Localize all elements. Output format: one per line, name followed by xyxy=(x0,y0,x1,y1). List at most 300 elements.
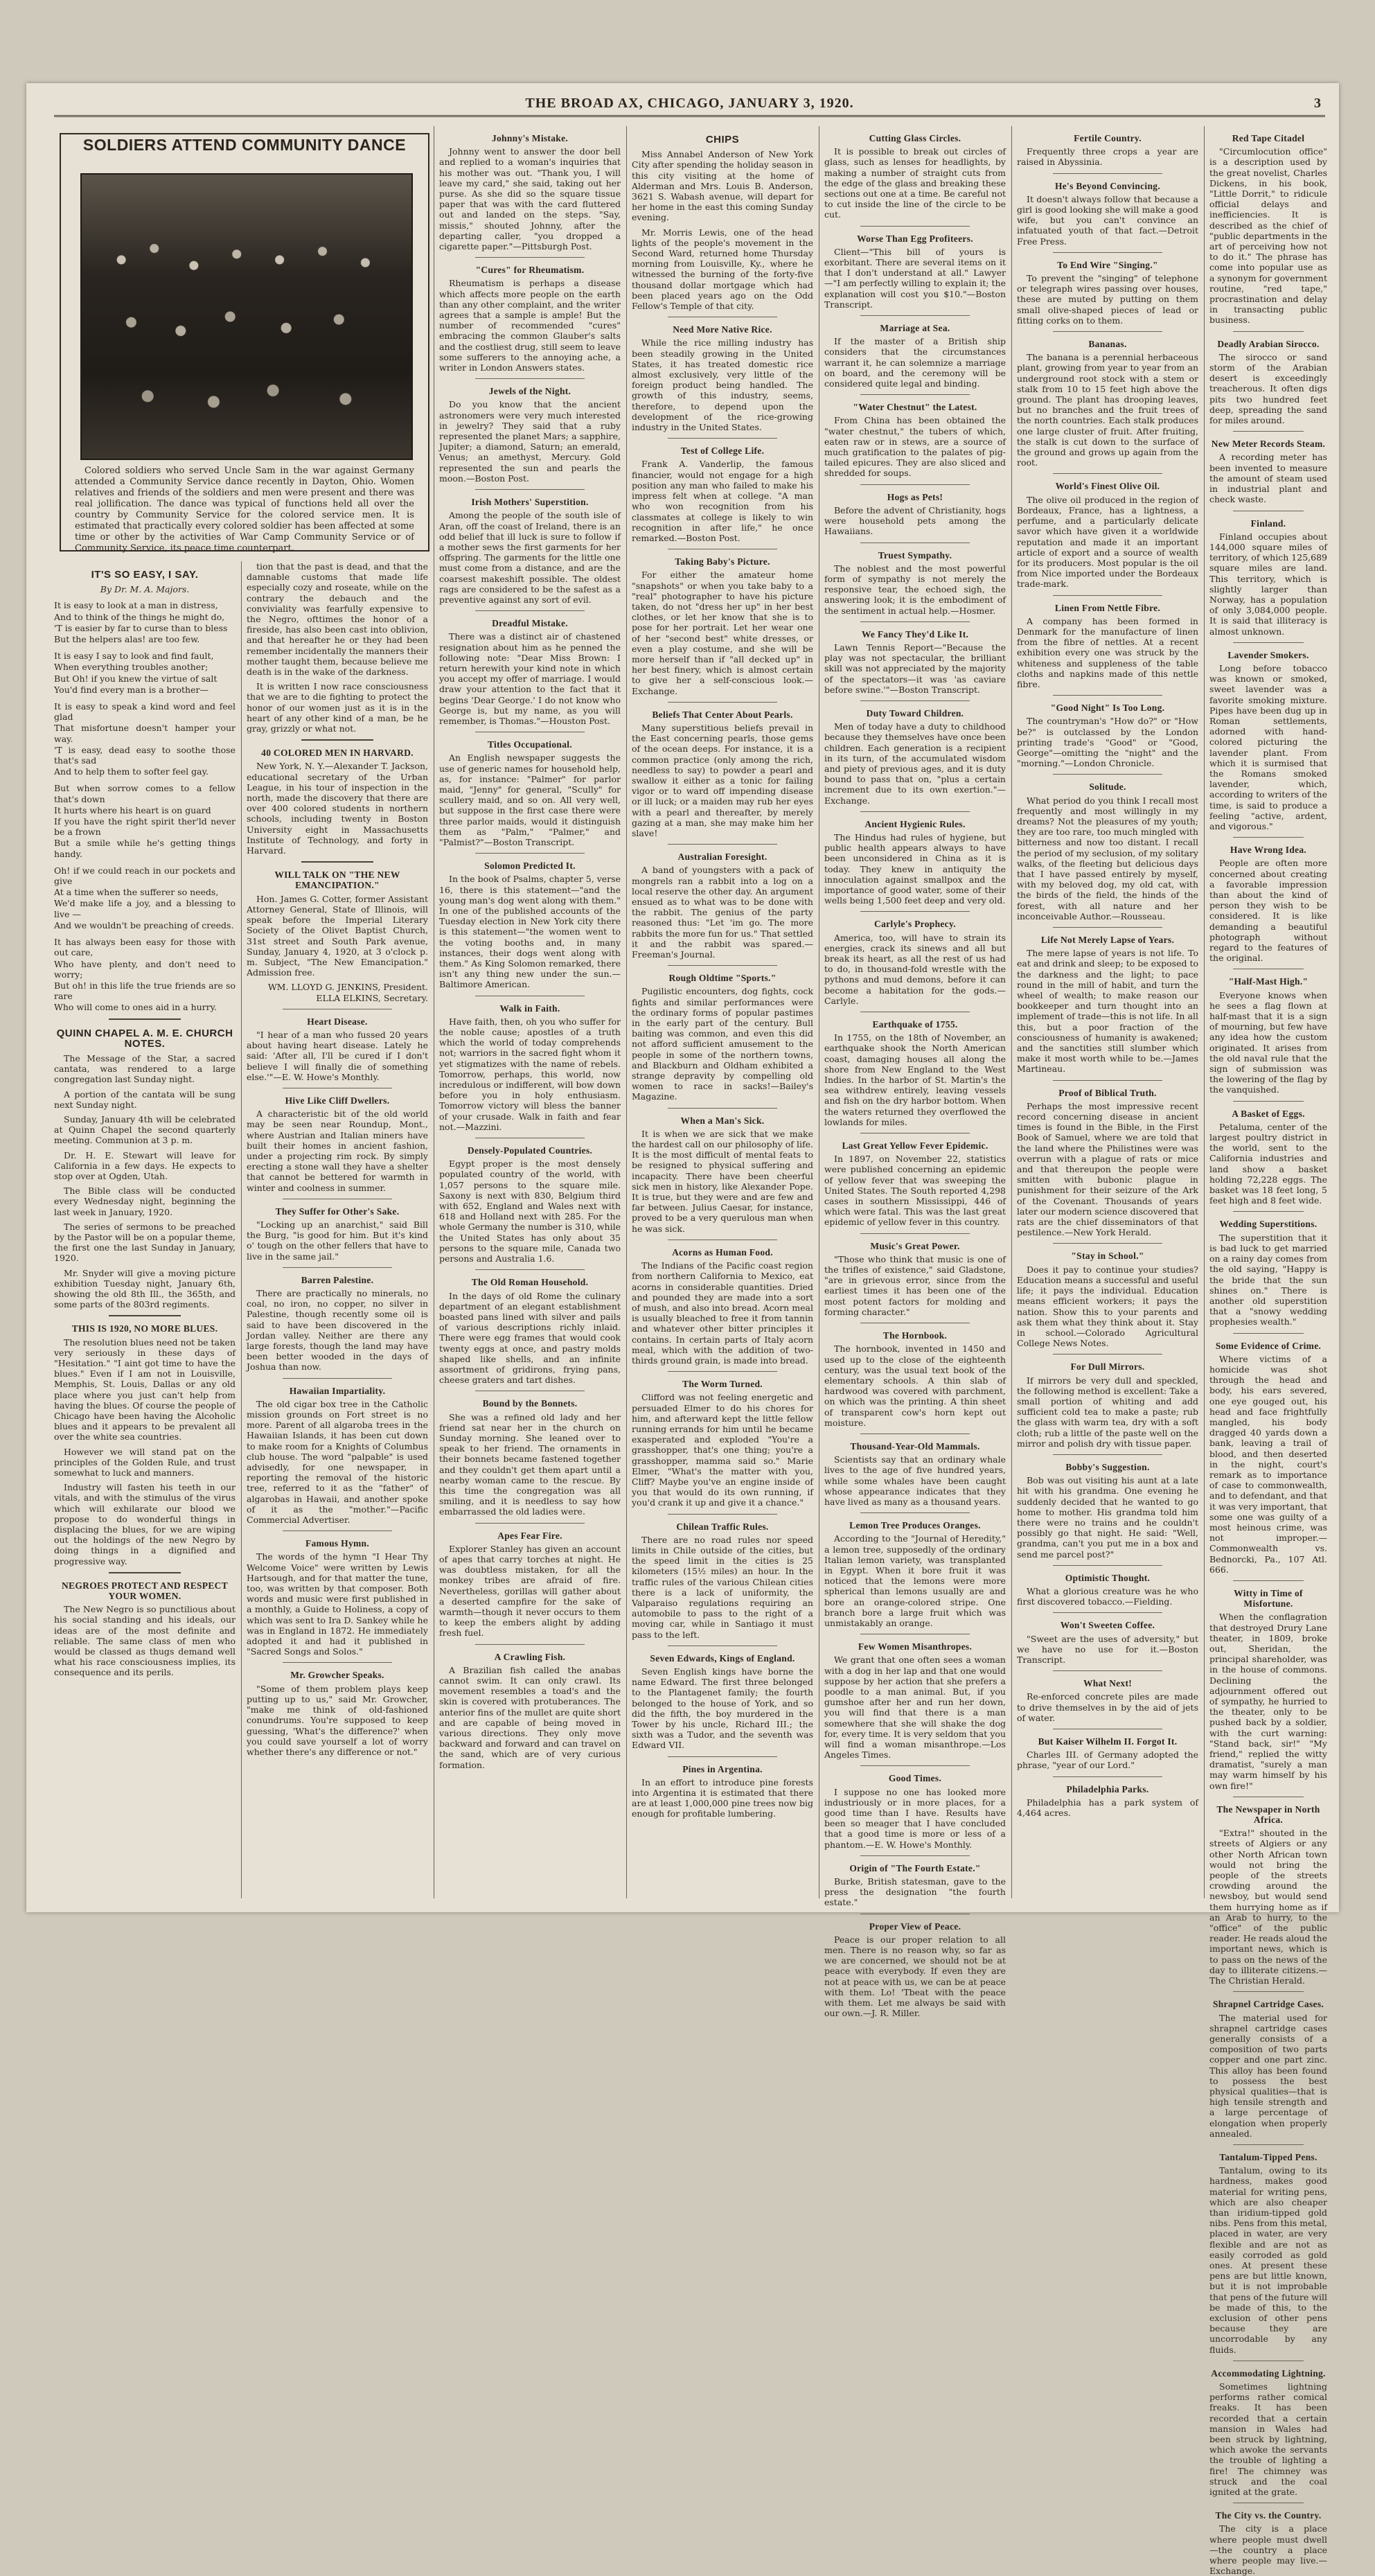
photo-caption: Colored soldiers who served Uncle Sam in the war against Germany attended a Community Service dance recently in Dayton, Ohio. Women relatives and friends of the soldiers and men were present and there was real jollification. The dance was typical of functions held all over the country by Community Service for the colored service men. It is estimated that practically every colored soldier has been affected at some time or other by the activities of War Camp Community Service or of Community Service, its peace time counterpart. xyxy=(75,466,414,554)
poem-line: You'd find every man is a brother— xyxy=(54,684,209,695)
article-paragraph: The banana is a perennial herbaceous plant, growing from year to year from an underground root stock with a stem or stalk from 10 to 15 feet high above the ground. The plant has drooping leaves, but no branches and the fruit trees of the north countries. Each stalk produces one large cluster of fruit. After fruiting, the stalk is cut down to the surface of the ground and grows up again from the root. xyxy=(1017,352,1198,468)
column-rule xyxy=(1204,126,1205,1898)
article-paragraph: The countryman's "How do?" or "How be?" is outclassed by the London printing trade's "Good" or "Good, George"—omitting the "night" and the "morning."—London Chronicle. xyxy=(1017,716,1198,769)
article-paragraph: In an effort to introduce pine forests into Argentina it is estimated that there are at least 1,000,000 pine trees now big enough for profitable lumbering. xyxy=(632,1776,813,1819)
section-rule xyxy=(860,911,969,912)
article-headline: Apes Fear Fire. xyxy=(497,1530,562,1541)
article-paragraph: We grant that one often sees a woman with a dog in her lap and that one would suppose by her action that she prefers a poodle to a man animal. But, if you gumshoe after her and run her down, you will find that there is a man somewhere that she will shake the dog for, every time. It is very seldom that you will find a woman misanthrope.—Los Angeles Times. xyxy=(824,1655,1006,1761)
article-paragraph: In 1755, on the 18th of November, an earthquake shook the North American coast, damaging houses all along the shore from New England to the West Indies. In the harbor of St. Martin's the sea withdrew entirely, leaving vessels and fish on the dry harbor bottom. When the waters returned they overflowed the lowlands for miles. xyxy=(824,1032,1006,1127)
article-paragraph: A characteristic bit of the old world may be seen near Roundup, Mont., where Austrian and Italian miners have built their homes in ancient fashion, under a projecting rim rock. By simply erecting a stone wall they have a shelter that cannot be bettered for warmth in winter and coolness in summer. xyxy=(247,1109,428,1193)
section-rule xyxy=(109,1572,181,1573)
stanza-gap xyxy=(54,860,236,865)
article-headline: The Hornbook. xyxy=(882,1330,948,1341)
poem-line: It hurts where his heart is on guard xyxy=(54,804,211,815)
article-paragraph: Rheumatism is perhaps a disease which affects more people on the earth than any other complaint, and the writer agrees that a sample is ample! But the number of recommended "cures" embracing the common Glauber's salts and the costliest drug, still seem to leave some sufferers to the annoying ache, a writer in London Answers states. xyxy=(439,278,621,373)
page-number: 3 xyxy=(1314,96,1321,111)
section-rule xyxy=(860,542,969,543)
article-paragraph: The Indians of the Pacific coast region from northern California to Mexico, eat acorns in considerable quantities. Dried and pounded they are made into a sort of mush, and also into bread. Acorn meal is usually bleached to free it from tannin and whatever other bitter principles it contains. In certain parts of Italy acorn meal, which with the addition of two-thirds ground grain, is made into bread. xyxy=(632,1260,813,1366)
article-paragraph: People are often more concerned about creating a favorable impression than about the kind of person they wish to be considered. It is like demanding a beautiful photograph without regard to the features of the original. xyxy=(1209,858,1327,964)
article-headline: Bound by the Bonnets. xyxy=(482,1398,578,1409)
church-notes-title: QUINN CHAPEL A. M. E. CHURCH NOTES. xyxy=(56,1027,233,1050)
article-paragraph: The noblest and the most powerful form of sympathy is not merely the responsive tear, the echoed sigh, the answering look; it is the embodiment of the sentiment in actual help.—Hosmer. xyxy=(824,563,1006,616)
section-rule xyxy=(283,1530,391,1531)
article-paragraph: "Locking up an anarchist," said Bill the Burg, "is good for him. But it's kind o' tough on the other fellers that have to live in the same jail." xyxy=(247,1219,428,1262)
article-paragraph: tion that the past is dead, and that the damnable customs that made life especially cozy and roseate, while on the contrary the debauch and the conviviality was fearfully expensive to the Negro, ofttimes the honor of a fireside, has also been cast into oblivion, and that hereafter he or they had been remember incidentally the manners their mother taught them, because believe me death is in the wake of the darkness. xyxy=(247,561,428,678)
photo-headline: SOLDIERS ATTEND COMMUNITY DANCE xyxy=(82,136,407,154)
article-headline: Carlyle's Prophecy. xyxy=(874,919,956,930)
article-headline: Pines in Argentina. xyxy=(682,1763,763,1774)
article-paragraph: The series of sermons to be preached by the Pastor will be on a popular theme, the first one the last Sunday in January, 1920. xyxy=(54,1221,236,1264)
poem-body xyxy=(54,600,236,1012)
article-headline: THIS IS 1920, NO MORE BLUES. xyxy=(71,1323,218,1334)
article-headline: Deadly Arabian Sirocco. xyxy=(1217,338,1320,349)
section-rule xyxy=(1053,1354,1162,1355)
article-headline: Life Not Merely Lapse of Years. xyxy=(1040,935,1175,945)
article-paragraph: Re-enforced concrete piles are made to drive themselves in by the aid of jets of water. xyxy=(1017,1691,1198,1723)
article-paragraph: Men of today have a duty to childhood because they themselves have once been children. Each generation is a recipient in its turn, of the accumulated wisdom and piety of previous ages, and it is duty bound to pass that on, "plus a certain increment due to its own exertion."—Exchange. xyxy=(824,721,1006,806)
section-rule xyxy=(668,438,777,439)
section-rule xyxy=(475,1523,584,1524)
article-paragraph: "Circumlocution office" is a description used by the great novelist, Charles Dickens, in his book, "Little Dorrit," to ridicule official delays and inefficiencies. It is described as the chief of "public departments in the art of perceiving how not to do it." The phrase has come into popular use as a synonym for government routine, "red tape," procrastination and delay in transacting public business. xyxy=(1209,146,1327,326)
section-rule xyxy=(475,853,584,854)
column-rule xyxy=(241,561,242,1898)
article-headline: Proper View of Peace. xyxy=(869,1921,961,1932)
section-rule xyxy=(109,1018,181,1020)
section-rule xyxy=(1053,1776,1162,1777)
article-paragraph: Scientists say that an ordinary whale lives to the age of five hundred years, while some whales have been caught whose appearance indicates that they have lived as many as a thousand years. xyxy=(824,1454,1006,1507)
article-paragraph: Hon. James G. Cotter, former Assistant Attorney General, State of Illinois, will speak before the Imperial Literary Society of the Olivet Baptist Church, 31st street and South Park avenue, Sunday, January 4, 1920, at 3 o'clock p. m. Subject, "The New Emancipation." Admission free. xyxy=(247,893,428,978)
article-headline: Bananas. xyxy=(1088,339,1127,350)
article-paragraph: Johnny went to answer the door bell and replied to a woman's inquiries that his mother was out. "Thank you, I will leave my card," she said, taking out her purse. As she did so the square tissue paper that was with the card fluttered out and landed on the steps. "Say, missis," shouted Johnny, after the departing caller, "you dropped a cigarette paper."—Pittsburgh Post. xyxy=(439,146,621,252)
section-rule xyxy=(860,394,969,395)
poem-line: Oh! if we could reach in our pockets and give xyxy=(54,865,236,887)
article-headline: Red Tape Citadel xyxy=(1232,133,1305,143)
article-headline: Marriage at Sea. xyxy=(880,323,950,334)
section-rule xyxy=(1053,1454,1162,1455)
stanza-gap xyxy=(54,696,236,701)
article-paragraph: I suppose no one has looked more industriously or in more places, for a good time than I have. Results have been so meager that I have concluded that a good time is more or less of a phantom.—E. W. Howe's Monthly. xyxy=(824,1786,1006,1850)
poem-line: When everything troubles another; xyxy=(54,662,209,673)
article-headline: Barren Palestine. xyxy=(301,1274,374,1285)
article-paragraph: The material used for shrapnel cartridge cases generally consists of a composition of two parts copper and one part zinc. This alloy has been found to possess the best physical qualities—that is high tensile strength and a large percentage of elongation when properly annealed. xyxy=(1209,2012,1327,2139)
section-rule xyxy=(668,1371,777,1372)
article-headline: Philadelphia Parks. xyxy=(1066,1783,1149,1794)
article-paragraph: The New Negro is so punctilious about his social standing and his ideals, our ideas are of the most definite and reliable. The same class of men who would be classed as thugs demand well what his race consciousness implies, its consequence and its perils. xyxy=(54,1604,236,1678)
section-rule xyxy=(1053,774,1162,775)
section-rule xyxy=(1233,1101,1304,1102)
article-headline: But Kaiser Wilhelm II. Forgot It. xyxy=(1038,1736,1178,1747)
article-paragraph: The old cigar box tree in the Catholic mission grounds on Fort street is no more. Parent of all algaroba trees in the Hawaiian Islands, it has been cut down to make room for a Knights of Columbus club house. The word "palpable" is used advisedly, for one newspaper, in reporting the removal of the historic tree, referred to it as the "father" of algarobas in Hawaii, and another spoke of it as the "mother."—Pacific Commercial Advertiser. xyxy=(247,1398,428,1526)
masthead xyxy=(54,91,1325,117)
article-headline: When a Man's Sick. xyxy=(680,1115,765,1126)
section-rule xyxy=(668,1108,777,1109)
section-rule xyxy=(1233,431,1304,432)
section-rule xyxy=(1233,1580,1304,1581)
article-paragraph: For either the amateur home "snapshots" or when you take baby to a "real" photographer to have his picture taken, do not "dress her up" in her best clothes, or let her know that she is to pose for her portrait. Let her wear one of her "second best" white dresses, or even a play costume, and she will be more herself than if "all decked up" in her best finery, which is almost certain to give her a self-conscious look.—Exchange. xyxy=(632,570,813,696)
article-headline: Hive Like Cliff Dwellers. xyxy=(285,1095,390,1106)
article-paragraph: The Message of the Star, a sacred cantata, was rendered to a large congregation last Sunday night. xyxy=(54,1052,236,1085)
section-rule xyxy=(1233,1991,1304,1992)
article-paragraph: Do you know that the ancient astronomers were very much interested in jewelry? They said that a ruby represented the planet Mars; a sapphire, Jupiter; a diamond, Saturn; an emerald, Venus; an amethyst, Mercury. Gold represented the sun and pearls the moon.—Boston Post. xyxy=(439,399,621,484)
article-headline: Last Great Yellow Fever Epidemic. xyxy=(842,1140,988,1152)
poem-line: But a smile while he's getting things handy. xyxy=(54,838,236,859)
section-rule xyxy=(301,861,374,863)
article-paragraph: Pugilistic encounters, dog fights, cock fights and similar performances were the ordinary forms of popular pastimes in the early part of the century. Bull baiting was common, and even this did not afford sufficient amusement to the people in some of the northern towns, and Blackburn and Oldham exhibited a strange depravity by compelling old women to race in sacks!—Bailey's Magazine. xyxy=(632,986,813,1102)
article-paragraph: Philadelphia has a park system of 4,464 acres. xyxy=(1017,1797,1198,1819)
article-paragraph: A company has been formed in Denmark for the manufacture of linen from the fibre of nettles. At a recent exhibition every one was struck by the whiteness and suppleness of the table cloths and napkins made of this nettle fibre. xyxy=(1017,615,1198,689)
section-rule xyxy=(1053,473,1162,474)
article-headline: Densely-Populated Countries. xyxy=(467,1145,593,1156)
article-paragraph: When the conflagration that destroyed Drury Lane theater, in 1809, broke out, Sheridan, the principal shareholder, was in the house of commons. Declining the adjournment offered out of sympathy, he hurried to the theater, only to be pushed back by a soldier, with the curt warning: "Stand back, sir!" "My friend," replied the witty dramatist, "surely a man may warm himself by his own fire!" xyxy=(1209,1612,1327,1791)
article-paragraph: Petaluma, center of the largest poultry district in the world, sent to the California industries and land show a basket holding 72,228 eggs. The basket was 18 feet long, 5 feet high and 8 feet wide. xyxy=(1209,1121,1327,1206)
section-rule xyxy=(1053,1565,1162,1566)
article-paragraph: Frequently three crops a year are raised in Abyssinia. xyxy=(1017,146,1198,168)
article-headline: Walk in Faith. xyxy=(499,1003,560,1014)
article-headline: CHIPS xyxy=(705,134,740,145)
article-paragraph: Dr. H. E. Stewart will leave for California in a few days. He expects to stop over at Ogden, Utah. xyxy=(54,1149,236,1181)
section-rule xyxy=(475,378,584,379)
article-paragraph: Among the people of the south isle of Aran, off the coast of Ireland, there is an odd belief that ill luck is sure to follow if a mother sews the first garments for her offspring. The garments for the little one must come from a distance, and are the coarsest makeshift possible. The oldest rags are considered to be the safest as a preventive against any sort of evil. xyxy=(439,510,621,605)
stanza-gap xyxy=(54,645,236,651)
section-rule xyxy=(475,489,584,490)
section-rule xyxy=(1053,1080,1162,1081)
column-rule xyxy=(1011,126,1012,1898)
poem-line: And we wouldn't be preaching of creeds. xyxy=(54,919,234,930)
article-headline: Hogs as Pets! xyxy=(887,491,943,502)
poem-byline: By Dr. M. A. Majors. xyxy=(100,584,190,595)
article-headline: "Cures" for Rheumatism. xyxy=(475,265,585,276)
article-paragraph: Miss Annabel Anderson of New York City after spending the holiday season in this city visiting at the home of Alderman and Mrs. Louis B. Anderson, 3621 S. Wabash avenue, will depart for her home in the east this coming Sunday evening. xyxy=(632,149,813,223)
article-paragraph: Tantalum, owing to its hardness, makes good material for writing pens, which are also cheaper than iridium-tipped gold nibs. Pens from this metal, placed in water, are very flexible and are not as easily corroded as gold ones. At present these pens are but little known, but it is not improbable that pens of the future will be made of this, to the exclusion of other pens because they are uncorrodable by any fluids. xyxy=(1209,2165,1327,2355)
poem-line: At a time when the sufferer so needs, xyxy=(54,887,219,898)
article-headline: Hawaiian Impartiality. xyxy=(289,1385,386,1396)
article-paragraph: It is written I now race consciousness that we are to die fighting to protect the honor of our women just as it is in the heart of any other kind of a man, be he gray, grizzly or what not. xyxy=(247,681,428,734)
section-rule xyxy=(1053,595,1162,596)
article-headline: Lavender Smokers. xyxy=(1227,649,1309,660)
signature: WM. LLOYD G. JENKINS, President. xyxy=(267,982,428,993)
article-headline: Taking Baby's Picture. xyxy=(675,556,770,567)
article-paragraph: "Some of them problem plays keep putting up to us," said Mr. Growcher, "make me think of old-fashioned conundrums. You're supposed to keep guessing, 'What's the difference?' when you could save yourself a lot of worry whether there's any difference or not." xyxy=(247,1683,428,1757)
article-headline: For Dull Mirrors. xyxy=(1070,1361,1145,1373)
article-paragraph: Long before tobacco was known or smoked, sweet lavender was a favorite smoking mixture. Pipes have been dug up in Roman settlements, adorned with hand-colored picturing the lavender plant. From which it is surmised that the Romans smoked lavender, which, according to writers of the time, is said to produce a feeling "active, ardent, and vigorous." xyxy=(1209,662,1327,831)
section-rule xyxy=(1053,173,1162,174)
article-paragraph: Seven English kings have borne the name Edward. The first three belonged to the Plantagenet family; the fourth belonged to the house of York, and so did the fifth, the boy murdered in the Tower by his uncle, Richard III.; the sixth was a Tudor, and the seventh was Edward VII. xyxy=(632,1666,813,1751)
column-7 xyxy=(1209,126,1327,2576)
article-headline: Acorns as Human Food. xyxy=(672,1246,773,1258)
column-1 xyxy=(54,561,236,1898)
signature: ELLA ELKINS, Secretary. xyxy=(316,992,428,1003)
article-headline: Australian Foresight. xyxy=(677,852,768,863)
column-2 xyxy=(247,561,428,1898)
article-headline: Truest Sympathy. xyxy=(878,549,952,561)
poem-line: We'd make life a joy, and a blessing to live — xyxy=(54,898,236,919)
article-headline: Optimistic Thought. xyxy=(1065,1572,1151,1583)
article-paragraph: There are no road rules nor speed limits in Chile outside of the cities, but the speed limit in the cities is 25 kilometers (15½ miles) an hour. In the traffic rules of the various Chilean cities there is a lack of uniformity, the Valparaiso regulations requiring an automobile to pass to the right of a moving car, while in Santiago it must pass to the left. xyxy=(632,1534,813,1640)
photo-story xyxy=(54,126,428,556)
article-headline: A Basket of Eggs. xyxy=(1232,1108,1305,1119)
article-headline: Bobby's Suggestion. xyxy=(1065,1461,1150,1472)
article-paragraph: "I hear of a man who fussed 20 years about having heart disease. Lately he said: 'After all, I'll be cured if I don't believe I will finally die of something else.'"—E. W. Howe's Monthly. xyxy=(247,1029,428,1082)
article-paragraph: The olive oil produced in the region of Bordeaux, France, has a lightness, a perfume, and a particularly delicate savor which have given it a worldwide reputation and made it an important article of export and a source of wealth for its producers. Most popular is the oil from Nice imported under the Bordeaux trade-mark. xyxy=(1017,494,1198,590)
article-paragraph: She was a refined old lady and her friend sat near her in the church on Sunday morning. She leaned over to speak to her friend. The ornaments in their bonnets became fastened together and they couldn't get them apart until a nearby woman came to the rescue. By this time the congregation was all smiling, and it is needless to say how embarrassed the old ladies were. xyxy=(439,1411,621,1517)
article-headline: Cutting Glass Circles. xyxy=(869,133,961,143)
article-headline: Titles Occupational. xyxy=(487,739,572,750)
article-headline: "Stay in School." xyxy=(1071,1251,1144,1262)
section-rule xyxy=(1233,837,1304,838)
article-paragraph: It is possible to break out circles of glass, such as lenses for headlights, by making a number of straight cuts from the edge of the glass and breaking these sections out one at a time. Be careful not to cut inside the line of the circle to be cut. xyxy=(824,146,1006,220)
article-headline: Music's Great Power. xyxy=(870,1240,960,1251)
section-rule xyxy=(668,1756,777,1757)
stanza-gap xyxy=(54,931,236,937)
article-paragraph: "Extra!" shouted in the streets of Algiers or any other North African town would not bring the people of the streets crowding around the newsboy, but would send them hurrying home as if an Arab to hurry, to the "office" of the public reader. He reads aloud the important news, which is to pass on the news of the day to illiterate citizens.—The Christian Herald. xyxy=(1209,1828,1327,1986)
section-rule xyxy=(860,226,969,227)
article-paragraph: Bob was out visiting his aunt at a late hit with his grandma. One evening he suddenly decided that he wanted to go home to mother. His grandma told him there were no trains and he couldn't possibly go that night. He said: "Well, grandma, can't you put me in a box and send me parcel post?" xyxy=(1017,1475,1198,1560)
article-paragraph: Many superstitious beliefs prevail in the East concerning pearls, those gems of the ocean deeps. For instance, it is a common practice (only among the rich, needless to say) to powder a pearl and swallow it either as a tonic for failing vigor or to ward off impending disease or ill luck; or a maiden may rub her eyes with a pearl and thereafter, by merely gazing at a man, she may make him her slave! xyxy=(632,722,813,838)
article-paragraph: America, too, will have to strain its energies, crack its sinews and all but break its heart, as all the rest of us had to do, in thousand-fold wrestle with the pythons and mud demons, before it can become a habitation for the gods.—Carlyle. xyxy=(824,932,1006,1006)
section-rule xyxy=(860,621,969,622)
article-headline: Dreadful Mistake. xyxy=(492,618,568,629)
article-headline: Ancient Hygienic Rules. xyxy=(864,818,966,829)
section-rule xyxy=(668,965,777,966)
section-rule xyxy=(1233,2144,1304,2145)
article-headline: Rough Oldtime "Sports." xyxy=(668,973,777,984)
article-paragraph: Frank A. Vanderlip, the famous financier, would not engage for a high position any man who failed to make his impress felt when at college. "A man who won recognition from his classmates at college is likely to win recognition in after life," he once remarked.—Boston Post. xyxy=(632,459,813,543)
article-headline: They Suffer for Other's Sake. xyxy=(275,1206,400,1217)
article-headline: Beliefs That Center About Pearls. xyxy=(652,709,793,720)
column-rule xyxy=(626,126,627,1898)
article-headline: Wedding Superstitions. xyxy=(1219,1219,1318,1230)
poem-line: But the helpers alas! are too few. xyxy=(54,634,200,645)
article-paragraph: What a glorious creature was he who first discovered tobacco.—Fielding. xyxy=(1017,1585,1198,1607)
article-paragraph: While the rice milling industry has been steadily growing in the United States, it has treated domestic rice almost exclusively, very little of the foreign product being handled. The growth of this industry, seems, therefore, to depend upon the development of the rice-growing industry in the United States. xyxy=(632,337,813,433)
article-headline: Test of College Life. xyxy=(680,445,765,457)
article-headline: Seven Edwards, Kings of England. xyxy=(650,1652,795,1664)
article-headline: He's Beyond Convincing. xyxy=(1054,180,1161,191)
article-paragraph: Industry will fasten his teeth in our vitals, and with the stimulus of the virus which will exhilarate our blood we propose to do wonderful things in displacing the blues, for we are wiping out the holdings of the new Negro by doing things in a dignified and progressive way. xyxy=(54,1482,236,1567)
article-paragraph: New York, N. Y.—Alexander T. Jackson, educational secretary of the Urban League, in his tour of inspection in the north, made the discovery that there are over 400 colored students in northern schools, including twenty in Boston University eight in Massachusetts Institute of Technology, and forty in Harvard. xyxy=(247,761,428,856)
article-headline: Earthquake of 1755. xyxy=(872,1019,958,1030)
article-headline: Famous Hymn. xyxy=(305,1538,370,1549)
article-paragraph: Clifford was not feeling energetic and persuaded Elmer to do his chores for him, and afterward kept the little fellow running errands for him until he became exasperated and exploded "You're a grasshopper, that's one thing; you're a grasshopper, mamma said so." Marie Elmer, "What's the matter with you, Cliff? Maybe you've an engine inside of you that would do its own running, if you'd crank it up and give it a chance." xyxy=(632,1392,813,1508)
article-headline: Solomon Predicted It. xyxy=(484,861,576,872)
article-headline: Have Wrong Idea. xyxy=(1230,845,1307,856)
article-paragraph: Sometimes lightning performs rather comical freaks. It has been recorded that a certain mansion in Wales had been struck by lightning, which awoke the servants the trouble of lighting a fire! The chimney was struck and the coal ignited at the grate. xyxy=(1209,2381,1327,2498)
poem-line: That misfortune doesn't hamper your way. xyxy=(54,723,236,744)
article-paragraph: According to the "Journal of Heredity," a lemon tree, supposedly of the ordinary Italian lemon variety, was transplanted in Egypt. When it bore fruit it was noticed that the lemons were more spherical than lemons usually are and bore an orange-colored stripe. One branch bore a large fruit which was unmistakably an orange. xyxy=(824,1533,1006,1628)
masthead-title: THE BROAD AX, CHICAGO, JANUARY 3, 1920. xyxy=(525,96,854,111)
article-paragraph: The superstition that it is bad luck to get married on a rainy day comes from the old saying, "Happy is the bride that the sun shines on." There is another old superstition that a "snowy wedding prophesies wealth." xyxy=(1209,1232,1327,1327)
section-rule xyxy=(1233,642,1304,643)
article-headline: Jewels of the Night. xyxy=(488,386,571,397)
section-rule xyxy=(860,315,969,316)
poem-line: It is easy to speak a kind word and feel glad xyxy=(54,701,236,723)
section-rule xyxy=(860,484,969,485)
article-headline: The Old Roman Household. xyxy=(471,1277,589,1288)
poem-line: And to think of the things he might do, xyxy=(54,611,225,622)
stanza-gap xyxy=(54,777,236,783)
section-rule xyxy=(475,257,584,258)
section-rule xyxy=(475,1269,584,1270)
article-headline: New Meter Records Steam. xyxy=(1211,439,1326,450)
section-rule xyxy=(283,1267,391,1268)
article-headline: Won't Sweeten Coffee. xyxy=(1060,1620,1155,1631)
article-paragraph: "Sweet are the uses of adversity," but we have no use for it.—Boston Transcript. xyxy=(1017,1633,1198,1665)
article-paragraph: Everyone knows when he sees a flag flown at half-mast that it is a sign of mourning, but few have any idea how the custom originated. It arises from the old naval rule that the sign of submission was the lowering of the flag by the vanquished. xyxy=(1209,989,1327,1095)
article-headline: Solitude. xyxy=(1089,782,1126,793)
article-paragraph: Client—"This bill of yours is exorbitant. There are several items on it that I don't understand at all." Lawyer—"I am perfectly willing to explain it; the explanation will cost you $10."—Boston Transcript. xyxy=(824,246,1006,310)
section-rule xyxy=(1233,331,1304,332)
section-rule xyxy=(668,1514,777,1515)
article-paragraph: Sunday, January 4th will be celebrated at Quinn Chapel the second quarterly meeting. Communion at 3 p. m. xyxy=(54,1113,236,1146)
article-headline: Irish Mothers' Superstition. xyxy=(471,497,589,508)
section-rule xyxy=(860,1512,969,1513)
article-headline: Need More Native Rice. xyxy=(673,324,772,335)
poem-line: It is easy to look at a man in distress, xyxy=(54,600,218,611)
article-paragraph: There are practically no minerals, no coal, no iron, no copper, no silver in Palestine, though recently some oil is said to have been discovered in the Jordan valley. Neither are there any large forests, though the land may have been better wooded in the days of Joshua than now. xyxy=(247,1287,428,1373)
column-5 xyxy=(824,126,1006,2019)
article-paragraph: The words of the hymn "I Hear Thy Welcome Voice" were written by Lewis Hartsough, and for that matter the tune, too, was written by that composer. Both words and music were first published in a monthly, a Guide to Holiness, a copy of which was sent to Ira D. Sankey while he was in England in 1872. He immediately adopted it and had it published in "Sacred Songs and Solos." xyxy=(247,1551,428,1657)
article-headline: The City vs. the Country. xyxy=(1215,2510,1322,2521)
article-paragraph: The resolution blues need not be taken very seriously in these days of "Hesitation." "I aint got time to have the blues." Even if I am not in Louisville, Memphis, St. Louis, Dallas or any old place where you just can't help from having the blues. Of course the people of Chicago have been having the Alcoholic blues and it appears to be prevalent all over the white sea countries. xyxy=(54,1336,236,1443)
section-rule xyxy=(109,1315,181,1316)
section-rule xyxy=(860,1765,969,1766)
article-headline: World's Finest Olive Oil. xyxy=(1055,481,1160,492)
article-paragraph: The Bible class will be conducted every Wednesday night, beginning the last week in January, 1920. xyxy=(54,1185,236,1217)
article-paragraph: Where victims of a homicide was shot through the head and body, his ears severed, one eye gouged out, his head and face frightfully mangled, his body dragged 40 yards down a bank, leaving a trail of blood, and then deserted in the night, court's remark as to importance of case to commonwealth, and to defendant, and that it was very important, that some one was guilty of a most heinous crime, was not improper.—Commonwealth vs. Bednorcki, Pa., 107 Atl. 666. xyxy=(1209,1353,1327,1575)
section-rule xyxy=(301,739,374,741)
article-headline: Heart Disease. xyxy=(307,1016,368,1027)
article-headline: A Crawling Fish. xyxy=(494,1651,566,1662)
poem-line: It has always been easy for those with out care, xyxy=(54,937,236,958)
article-headline: Fertile Country. xyxy=(1074,133,1142,143)
column-6 xyxy=(1017,126,1198,1898)
article-paragraph: However we will stand pat on the principles of the Golden Rule, and trust somewhat to luck and manners. xyxy=(54,1446,236,1479)
article-paragraph: "Those who think that music is one of the trifles of existence," said Gladstone, "are in grievous error, since from the earliest times it has been one of the most potent factors for molding and forming character." xyxy=(824,1253,1006,1317)
article-paragraph: Finland occupies about 144,000 square miles of territory, of which 125,689 square miles are land. This territory, which is slightly larger than Norway, has a population of only 3,084,000 people. It is said that illiteracy is almost unknown. xyxy=(1209,531,1327,637)
article-headline: Johnny's Mistake. xyxy=(491,133,569,143)
article-paragraph: Before the advent of Christianity, hogs were household pets among the Hawaiians. xyxy=(824,504,1006,537)
article-headline: Finland. xyxy=(1250,518,1286,529)
article-paragraph: Lawn Tennis Report—"Because the play was not spectacular, the brilliant skill was not appreciated by the majority of the spectators—it was 'as caviare before swine.'"—Boston Transcript. xyxy=(824,642,1006,695)
article-paragraph: In the book of Psalms, chapter 5, verse 16, there is this statement—"and the young man's dog went along with them." In one of the published accounts of the Tuesday election in New York city there is this statement—"the women went to the voting booths and, in many instances, their dogs went along with them." As King Solomon remarked, there isn't any thing new under the sun.—Baltimore American. xyxy=(439,874,621,990)
article-headline: "Half-Mast High." xyxy=(1228,976,1309,987)
article-headline: Lemon Tree Produces Oranges. xyxy=(849,1520,981,1531)
section-rule xyxy=(860,1855,969,1856)
article-paragraph: The sirocco or sand storm of the Arabian desert is exceedingly treacherous. It often digs pits two hundred feet deep, spreading the sand for miles around. xyxy=(1209,351,1327,426)
article-headline: What Next! xyxy=(1083,1678,1133,1689)
section-rule xyxy=(1053,1243,1162,1244)
article-paragraph: Charles III. of Germany adopted the phrase, "year of our Lord." xyxy=(1017,1749,1198,1771)
article-headline: We Fancy They'd Like It. xyxy=(861,628,969,639)
article-headline: Accommodating Lightning. xyxy=(1211,2367,1326,2379)
section-rule xyxy=(475,1644,584,1645)
section-rule xyxy=(475,610,584,611)
article-headline: Chilean Traffic Rules. xyxy=(676,1521,769,1532)
section-rule xyxy=(860,1233,969,1234)
article-headline: Few Women Misanthropes. xyxy=(858,1641,973,1652)
section-rule xyxy=(1053,927,1162,928)
article-paragraph: A Brazilian fish called the anabas cannot swim. It can only crawl. Its movement resembles a toad's and the skin is covered with protuberances. The anterior fins of the mullet are quite short and are capable of being moved in various directions. They only move backward and forward and can travel on the sand, which are of very curious formation. xyxy=(439,1664,621,1770)
photo-frame xyxy=(60,133,429,552)
article-headline: NEGROES PROTECT AND RESPECT YOUR WOMEN. xyxy=(61,1580,229,1602)
article-paragraph: In the days of old Rome the culinary department of an elegant establishment boasted pans lined with silver and pails of various descriptions richly inlaid. There were egg frames that would cook twenty eggs at once, and pastry molds shaped like shells, and an infinite assortment of gridirons, frying pans, cheese graters and tart dishes. xyxy=(439,1290,621,1386)
poem-line: 'T is easy, dead easy to soothe those that's sad xyxy=(54,744,236,766)
article-headline: Thousand-Year-Old Mammals. xyxy=(850,1440,980,1452)
article-headline: Tantalum-Tipped Pens. xyxy=(1219,2151,1318,2162)
poem-title: IT'S SO EASY, I SAY. xyxy=(91,569,199,581)
article-paragraph: Mr. Snyder will give a moving picture exhibition Tuesday night, January 6th, showing the old 8th Ill., the 365th, and some parts of the 803rd regiments. xyxy=(54,1267,236,1310)
poem-line: And to help them to softer feel gay. xyxy=(54,766,209,777)
article-paragraph: What period do you think I recall most frequently and most willingly in my dreams? Not the pleasures of my youth; they are too rare, too much mingled with bitterness and now too distant. I recall the period of my seclusion, of my solitary walks, of the fleeting but delicious days that I have passed entirely by myself, with my beloved dog, my old cat, with the birds of the field, the hinds of the forest, with all nature and her inconceivable Author.—Rousseau. xyxy=(1017,795,1198,921)
poem-line: Who will come to ones aid in a hurry. xyxy=(54,1002,217,1013)
article-paragraph: Have faith, then, oh you who suffer for the noble cause; apostles of a truth which the world of today comprehends not; warriors in the sacred fight whom it yet stigmatizes with the name of rebels. Tomorrow, perhaps, this world, now incredulous or indifferent, will bow down before you in holy enthusiasm. Tomorrow victory will bless the banner of your crusade. Walk in faith and fear not.—Mazzini. xyxy=(439,1016,621,1132)
section-rule xyxy=(860,700,969,701)
article-paragraph: The hornbook, invented in 1450 and used up to the close of the eighteenth century, was the usual text book of the elementary schools. A thin slab of hardwood was covered with parchment, on which was the printing. A thin sheet of transparent cow's horn kept out moisture. xyxy=(824,1343,1006,1428)
section-rule xyxy=(1053,252,1162,253)
article-headline: To End Wire "Singing." xyxy=(1057,259,1158,270)
poem-line: 'T is easier by far to curse than to bless xyxy=(54,622,228,633)
article-paragraph: From China has been obtained the "water chestnut," the tubers of which, eaten raw or in stews, are a source of much gratification to the palates of pig-tailed epicures. They are also sliced and shredded for soups. xyxy=(824,415,1006,479)
section-rule xyxy=(283,1662,391,1663)
article-paragraph: Does it pay to continue your studies? Education means a successful and useful life; it pays the individual. Education means efficient workers; it pays the nation. Show this to your parents and ask them what they think about it. Stay in school.—Colorado Agricultural College News Notes. xyxy=(1017,1264,1198,1349)
poem-line: But oh! in this life the true friends are so rare xyxy=(54,980,236,1002)
article-headline: Some Evidence of Crime. xyxy=(1215,1340,1322,1351)
poem-line: It is easy I say to look and find fault, xyxy=(54,651,214,662)
poem-line: Who have plenty, and don't need to worry; xyxy=(54,958,236,980)
section-rule xyxy=(1053,1670,1162,1671)
article-paragraph: If mirrors be very dull and speckled, the following method is excellent: Take a small portion of whiting and add sufficient cold tea to make a paste; rub the glass with warm tea, dry with a soft cloth; rub a little of the paste well on the mirror and polish dry with tissue paper. xyxy=(1017,1375,1198,1449)
section-rule xyxy=(283,1378,391,1379)
section-rule xyxy=(668,702,777,703)
article-headline: Proof of Biblical Truth. xyxy=(1058,1087,1157,1098)
article-paragraph: A portion of the cantata will be sung next Sunday night. xyxy=(54,1088,236,1110)
newspaper-page xyxy=(26,83,1339,2576)
section-rule xyxy=(1233,1211,1304,1212)
article-paragraph: To prevent the "singing" of telephone or telegraph wires passing over houses, these are muted by putting on them small olive-shaped pieces of lead or fitting corks on to them. xyxy=(1017,273,1198,326)
article-headline: Duty Toward Children. xyxy=(866,707,964,718)
poem-line: But Oh! if you knew the virtue of salt xyxy=(54,673,218,684)
section-rule xyxy=(860,1433,969,1434)
article-paragraph: It doesn't always follow that because a girl is good looking she will make a good wife, but you can't convince an infatuated youth of that fact.—Detroit Free Press. xyxy=(1017,193,1198,247)
article-paragraph: Perhaps the most impressive recent record concerning disease in ancient times is found in the Bible, in the First Book of Samuel, where we are told that the land where the Philistines were was overrun with a plague of rats or mice and that thereupon the people were smitten with bubonic plague in punishment for their seizure of the Ark of the Covenant. Thousands of years later our modern science discovered that rats are the chief disseminators of that pestilence.—New York Herald. xyxy=(1017,1100,1198,1238)
article-paragraph: Egypt proper is the most densely populated country of the world, with 1,057 persons to the square mile. Saxony is next with 830, Belgium third with 652, England and Wales next with 618 and Holland next with 285. For the whole Germany the number is 310, while the United States has only about 35 persons to the square mile, Canada two persons and Australia 1.6. xyxy=(439,1158,621,1264)
poem-line: But when sorrow comes to a fellow that's down xyxy=(54,783,236,804)
column-3 xyxy=(439,126,621,1898)
article-headline: "Good Night" Is Too Long. xyxy=(1050,703,1165,714)
article-paragraph: A band of youngsters with a pack of mongrels ran a rabbit into a log on a local reserve the other day. An argument ensued as to what was to be done with the rabbit. The genius of the party reasoned thus: "Let 'im go. The more rabbits the more fun for us." That settled it and the rabbit was spared.—Freeman's Journal. xyxy=(632,865,813,960)
article-headline: Mr. Growcher Speaks. xyxy=(290,1670,384,1681)
section-rule xyxy=(668,844,777,845)
article-headline: Linen From Nettle Fibre. xyxy=(1054,602,1161,613)
article-headline: "Water Chestnut" the Latest. xyxy=(853,402,977,413)
article-headline: Shrapnel Cartridge Cases. xyxy=(1212,1999,1324,2010)
article-headline: Origin of "The Fourth Estate." xyxy=(849,1862,981,1873)
article-headline: The Worm Turned. xyxy=(682,1379,763,1390)
article-paragraph: The city is a place where people must dwell—the country a place where people may live.—Exchange. xyxy=(1209,2523,1327,2576)
article-paragraph: In 1897, on November 22, statistics were published concerning an epidemic of yellow fever that was sweeping the United States. The South reported 4,298 cases in southern Mississippi, 446 of which were fatal. This was the last great epidemic of yellow fever in this country. xyxy=(824,1154,1006,1228)
article-paragraph: Mr. Morris Lewis, one of the head lights of the people's movement in the Second Ward, returned home Thursday morning from Louisville, Ky., where he witnessed the burning of the forty-five thousand dollar mortgage which had been placed years ago on the Odd Fellow's Temple of that city. xyxy=(632,227,813,312)
article-paragraph: A recording meter has been invented to measure the amount of steam used in industrial plant and check waste. xyxy=(1209,452,1327,505)
article-paragraph: The mere lapse of years is not life. To eat and drink and sleep; to be exposed to the darkness and the light; to pace round in the mill of habit, and turn the wheel of wealth; to make reason our bookkeeper and turn thought into an implement of trade—this is not life. In all this, but a poor fraction of the consciousness of humanity is awakened; and the sanctities still slumber which make it most worth while to be.—James Martineau. xyxy=(1017,948,1198,1075)
section-rule xyxy=(1233,1333,1304,1334)
article-headline: Worse Than Egg Profiteers. xyxy=(857,233,973,244)
article-headline: Good Times. xyxy=(888,1773,942,1784)
article-paragraph: If the master of a British ship considers that the circumstances warrant it, he can solemnize a marriage on board, and the ceremony will be considered quite legal and binding. xyxy=(824,336,1006,389)
article-paragraph: It is when we are sick that we make the hardest call on our philosophy of life. It is the most difficult of mental feats to be resigned to physical suffering and incapacity. There have been cheerful sick men in history, like Alexander Pope. It is true, but they were and are few and far between. Julius Caesar, for instance, proved to be a very querulous man when he was sick. xyxy=(632,1128,813,1234)
article-headline: The Newspaper in North Africa. xyxy=(1216,1803,1320,1826)
soldiers-photo xyxy=(80,173,413,460)
column-4 xyxy=(632,126,813,1898)
